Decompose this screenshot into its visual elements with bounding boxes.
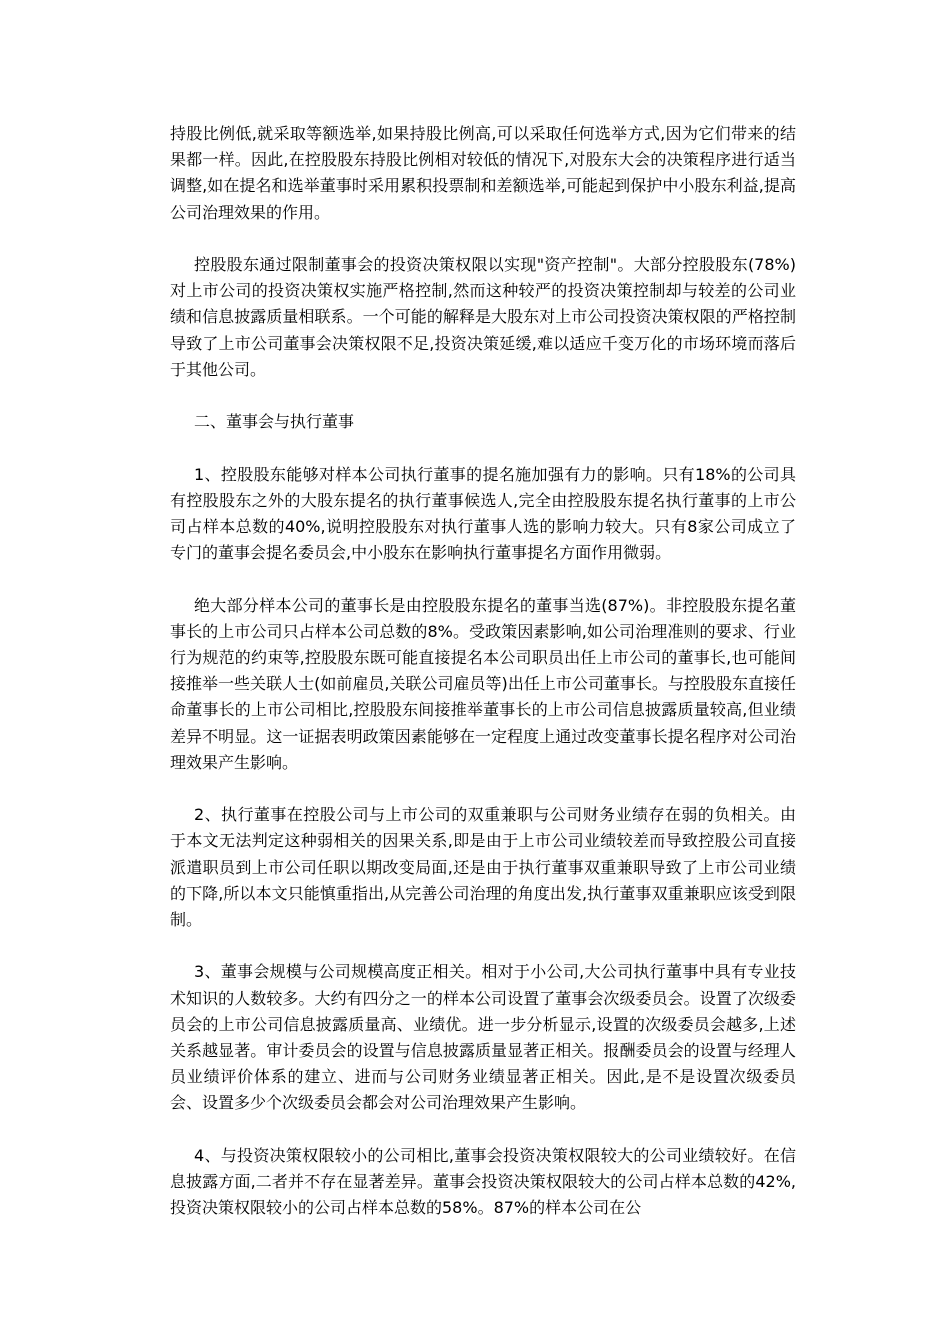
section-heading: 二、董事会与执行董事 [194, 412, 355, 432]
paragraph-point-2: 2、执行董事在控股公司与上市公司的双重兼职与公司财务业绩存在弱的负相关。由于本文无法判定这种弱相关的因果关系,即是由于上市公司业绩较差而导致控股公司直接派遣职员到上市公司任职以期改变局面,还是由于执行董事双重兼职导致了上市公司业绩的下降,所以本文只能慎重指出,从完善公司治理的角度出发,执行董事双重兼职应该受到限制。 [170, 805, 796, 930]
paragraph-asset-control: 控股股东通过限制董事会的投资决策权限以实现"资产控制"。大部分控股股东(78%)对上市公司的投资决策权实施严格控制,然而这种较严的投资决策控制却与较差的公司业绩和信息披露质量相联系。一个可能的解释是大股东对上市公司投资决策权限的严格控制导致了上市公司董事会决策权限不足,投资决策延缓,难以适应千变万化的市场环境而落后于其他公司。 [170, 255, 796, 379]
document-body [170, 121, 796, 1221]
paragraph-point-3: 3、董事会规模与公司规模高度正相关。相对于小公司,大公司执行董事中具有专业技术知识的人数较多。大约有四分之一的样本公司设置了董事会次级委员会。设置了次级委员会的上市公司信息披露质量高、业绩优。进一步分析显示,设置的次级委员会越多,上述关系越显著。审计委员会的设置与信息披露质量显著正相关。报酬委员会的设置与经理人员业绩评价体系的建立、进而与公司财务业绩显著正相关。因此,是不是设置次级委员会、设置多少个次级委员会都会对公司治理效果产生影响。 [170, 962, 796, 1113]
paragraph-continuation: 持股比例低,就采取等额选举,如果持股比例高,可以采取任何选举方式,因为它们带来的结果都一样。因此,在控股股东持股比例相对较低的情况下,对股东大会的决策程序进行适当调整,如在提名和选举董事时采用累积投票制和差额选举,可能起到保护中小股东利益,提高公司治理效果的作用。 [170, 124, 796, 222]
paragraph-chairman: 绝大部分样本公司的董事长是由控股股东提名的董事当选(87%)。非控股股东提名董事长的上市公司只占样本公司总数的8%。受政策因素影响,如公司治理准则的要求、行业行为规范的约束等,控股股东既可能直接提名本公司职员出任上市公司的董事长,也可能间接推举一些关联人士(如前雇员,关联公司雇员等)出任上市公司董事长。与控股股东直接任命董事长的上市公司相比,控股股东间接推举董事长的上市公司信息披露质量较高,但业绩差异不明显。这一证据表明政策因素能够在一定程度上通过改变董事长提名程序对公司治理效果产生影响。 [170, 595, 796, 772]
paragraph-point-4: 4、与投资决策权限较小的公司相比,董事会投资决策权限较大的公司业绩较好。在信息披露方面,二者并不存在显著差异。董事会投资决策权限较大的公司占样本总数的42%,投资决策权限较小的公司占样本总数的58%。87%的样本公司在公 [170, 1145, 796, 1218]
paragraph-point-1: 1、控股股东能够对样本公司执行董事的提名施加强有力的影响。只有18%的公司具有控股股东之外的大股东提名的执行董事候选人,完全由控股股东提名执行董事的上市公司占样本总数的40%,说明控股股东对执行董事人选的影响力较大。只有8家公司成立了专门的董事会提名委员会,中小股东在影响执行董事提名方面作用微弱。 [170, 464, 796, 563]
